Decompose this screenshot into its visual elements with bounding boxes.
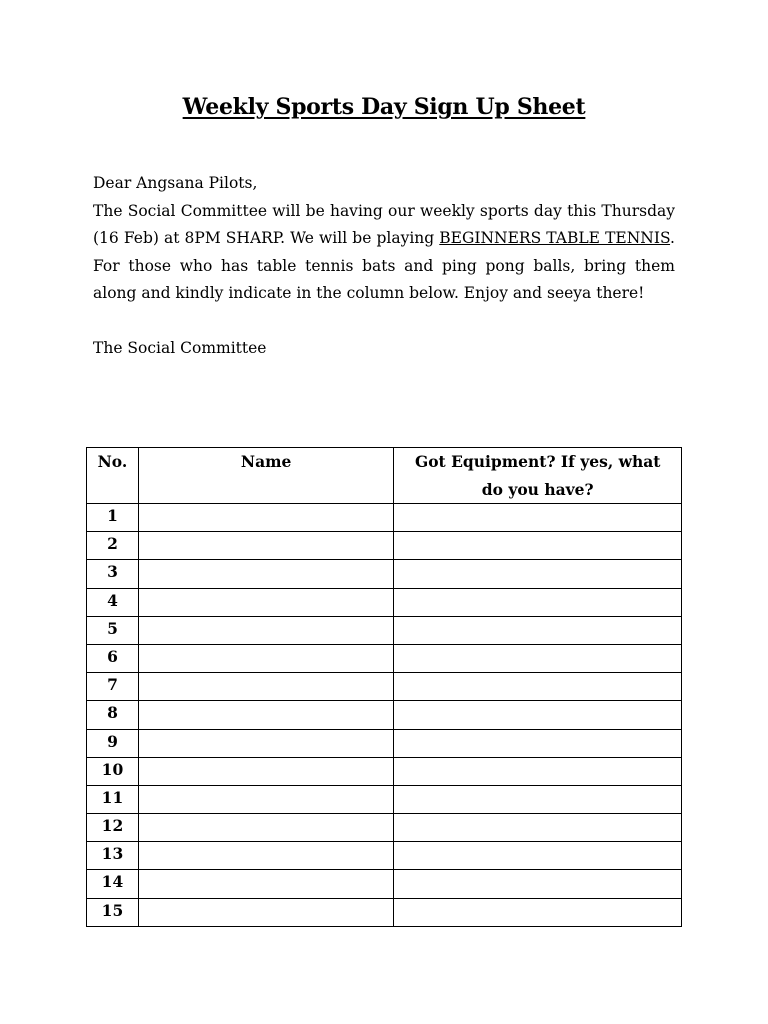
table-row	[87, 870, 682, 898]
name-cell[interactable]	[138, 701, 393, 729]
table-row	[87, 729, 682, 757]
letter-body	[93, 170, 675, 308]
activity-highlight: BEGINNERS TABLE TENNIS	[439, 229, 671, 247]
table-row	[87, 504, 682, 532]
letter-paragraph	[93, 198, 675, 308]
signup-table-body	[87, 504, 682, 927]
equipment-cell[interactable]	[394, 785, 682, 813]
equipment-cell[interactable]	[394, 898, 682, 926]
equipment-cell[interactable]	[394, 729, 682, 757]
name-cell[interactable]	[138, 644, 393, 672]
row-number: 10	[87, 757, 139, 785]
table-header-row	[87, 448, 682, 504]
equipment-cell[interactable]	[394, 842, 682, 870]
equipment-cell[interactable]	[394, 588, 682, 616]
page-title: Weekly Sports Day Sign Up Sheet	[182, 94, 586, 120]
equipment-cell[interactable]	[394, 504, 682, 532]
row-number: 13	[87, 842, 139, 870]
name-cell[interactable]	[138, 588, 393, 616]
row-number: 9	[87, 729, 139, 757]
header-no: No.	[87, 448, 139, 504]
row-number: 5	[87, 616, 139, 644]
table-row	[87, 673, 682, 701]
equipment-cell[interactable]	[394, 532, 682, 560]
name-cell[interactable]	[138, 616, 393, 644]
table-row	[87, 532, 682, 560]
row-number: 14	[87, 870, 139, 898]
row-number: 15	[87, 898, 139, 926]
equipment-cell[interactable]	[394, 701, 682, 729]
table-row	[87, 588, 682, 616]
equipment-cell[interactable]	[394, 644, 682, 672]
row-number: 2	[87, 532, 139, 560]
name-cell[interactable]	[138, 842, 393, 870]
table-row	[87, 814, 682, 842]
table-row	[87, 560, 682, 588]
equipment-cell[interactable]	[394, 560, 682, 588]
row-number: 4	[87, 588, 139, 616]
equipment-cell[interactable]	[394, 757, 682, 785]
table-row	[87, 785, 682, 813]
header-equipment: Got Equipment? If yes, what do you have?	[394, 448, 682, 504]
table-row	[87, 842, 682, 870]
row-number: 11	[87, 785, 139, 813]
name-cell[interactable]	[138, 870, 393, 898]
table-row	[87, 701, 682, 729]
table-row	[87, 616, 682, 644]
row-number: 12	[87, 814, 139, 842]
name-cell[interactable]	[138, 560, 393, 588]
name-cell[interactable]	[138, 532, 393, 560]
equipment-cell[interactable]	[394, 870, 682, 898]
signup-table	[86, 447, 682, 927]
letter-greeting: Dear Angsana Pilots,	[93, 174, 258, 192]
row-number: 7	[87, 673, 139, 701]
table-row	[87, 644, 682, 672]
name-cell[interactable]	[138, 504, 393, 532]
name-cell[interactable]	[138, 729, 393, 757]
equipment-cell[interactable]	[394, 814, 682, 842]
name-cell[interactable]	[138, 814, 393, 842]
name-cell[interactable]	[138, 673, 393, 701]
letter-text-part1: The Social Committee will be having our weekly sports day this Thursday (16 Feb) at 8PM SHARP. We will be playing	[93, 201, 675, 247]
table-row	[87, 757, 682, 785]
row-number: 1	[87, 504, 139, 532]
name-cell[interactable]	[138, 757, 393, 785]
letter-signoff: The Social Committee	[93, 339, 267, 357]
equipment-cell[interactable]	[394, 673, 682, 701]
row-number: 8	[87, 701, 139, 729]
letter-text-part2: . For those who has table tennis bats and ping pong balls, bring them along and kindly indicate in the column below. Enjoy and seeya there!	[93, 229, 675, 302]
name-cell[interactable]	[138, 898, 393, 926]
header-name: Name	[138, 448, 393, 504]
name-cell[interactable]	[138, 785, 393, 813]
equipment-cell[interactable]	[394, 616, 682, 644]
row-number: 6	[87, 644, 139, 672]
table-row	[87, 898, 682, 926]
row-number: 3	[87, 560, 139, 588]
